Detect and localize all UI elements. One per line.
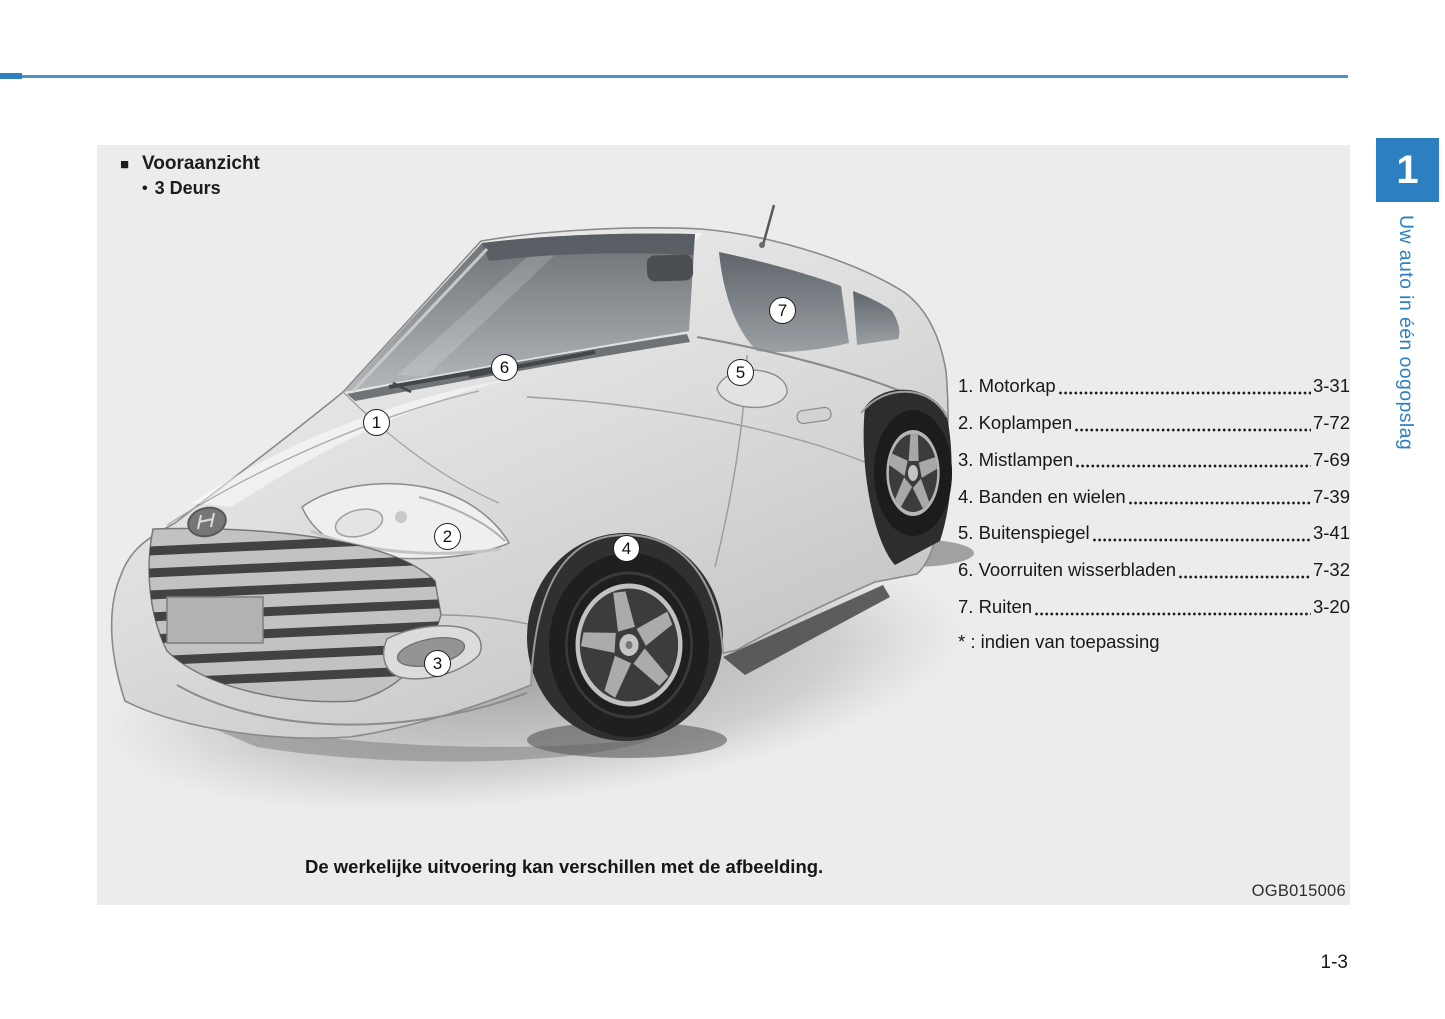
legend-row	[958, 551, 1350, 588]
dot-leader	[1128, 501, 1311, 505]
dot-leader	[1092, 538, 1311, 542]
legend-item-label: 1. Motorkap	[958, 375, 1056, 397]
legend-item-page: 3-20	[1312, 596, 1350, 618]
dot-leader	[1075, 464, 1311, 468]
legend-item-page: 3-41	[1312, 522, 1350, 544]
callout-marker-7: 7	[769, 297, 796, 324]
dot-leader	[1058, 391, 1311, 395]
legend-row	[958, 514, 1350, 551]
callout-marker-1: 1	[363, 409, 390, 436]
legend-item-page: 7-69	[1312, 448, 1350, 470]
page-number: 1-3	[1320, 952, 1348, 973]
legend-row	[958, 404, 1350, 441]
callout-marker-2: 2	[434, 523, 461, 550]
legend-item-label: 5. Buitenspiegel	[958, 522, 1090, 544]
chapter-tab: 1	[1376, 138, 1439, 202]
legend-row	[958, 477, 1350, 514]
callout-marker-6: 6	[491, 354, 518, 381]
top-rule	[0, 75, 1348, 78]
legend-item-label: 6. Voorruiten wisserbladen	[958, 559, 1177, 581]
figure-image-code: OGB015006	[1251, 882, 1346, 900]
callout-marker-5: 5	[727, 359, 754, 386]
legend-item-label: 7. Ruiten	[958, 596, 1033, 618]
bullet-icon: •	[142, 179, 148, 197]
dot-leader	[1034, 612, 1311, 616]
figure-header	[120, 153, 260, 199]
legend-item-page: 7-72	[1312, 412, 1350, 434]
legend-note: * : indien van toepassing	[958, 631, 1160, 653]
legend-item-page: 3-31	[1312, 375, 1350, 397]
chapter-title-vertical: Uw auto in één oogopslag	[1395, 215, 1417, 451]
legend-row	[958, 367, 1350, 404]
legend-row	[958, 588, 1350, 625]
legend-item-page: 7-32	[1312, 559, 1350, 581]
legend-item-label: 4. Banden en wielen	[958, 485, 1126, 507]
dot-leader	[1178, 575, 1311, 579]
section-marker-icon: ■	[120, 155, 130, 173]
callout-marker-4: 4	[613, 535, 640, 562]
dot-leader	[1074, 428, 1311, 432]
legend-list	[958, 367, 1350, 661]
view-title: Vooraanzicht	[142, 153, 260, 174]
top-rule-tick	[0, 73, 22, 79]
variant-label: 3 Deurs	[154, 178, 221, 198]
legend-item-label: 2. Koplampen	[958, 412, 1073, 434]
figure-caption: De werkelijke uitvoering kan verschillen met de afbeelding.	[305, 856, 824, 877]
callout-marker-3: 3	[424, 650, 451, 677]
legend-row	[958, 441, 1350, 478]
legend-item-label: 3. Mistlampen	[958, 448, 1074, 470]
legend-item-page: 7-39	[1312, 485, 1350, 507]
